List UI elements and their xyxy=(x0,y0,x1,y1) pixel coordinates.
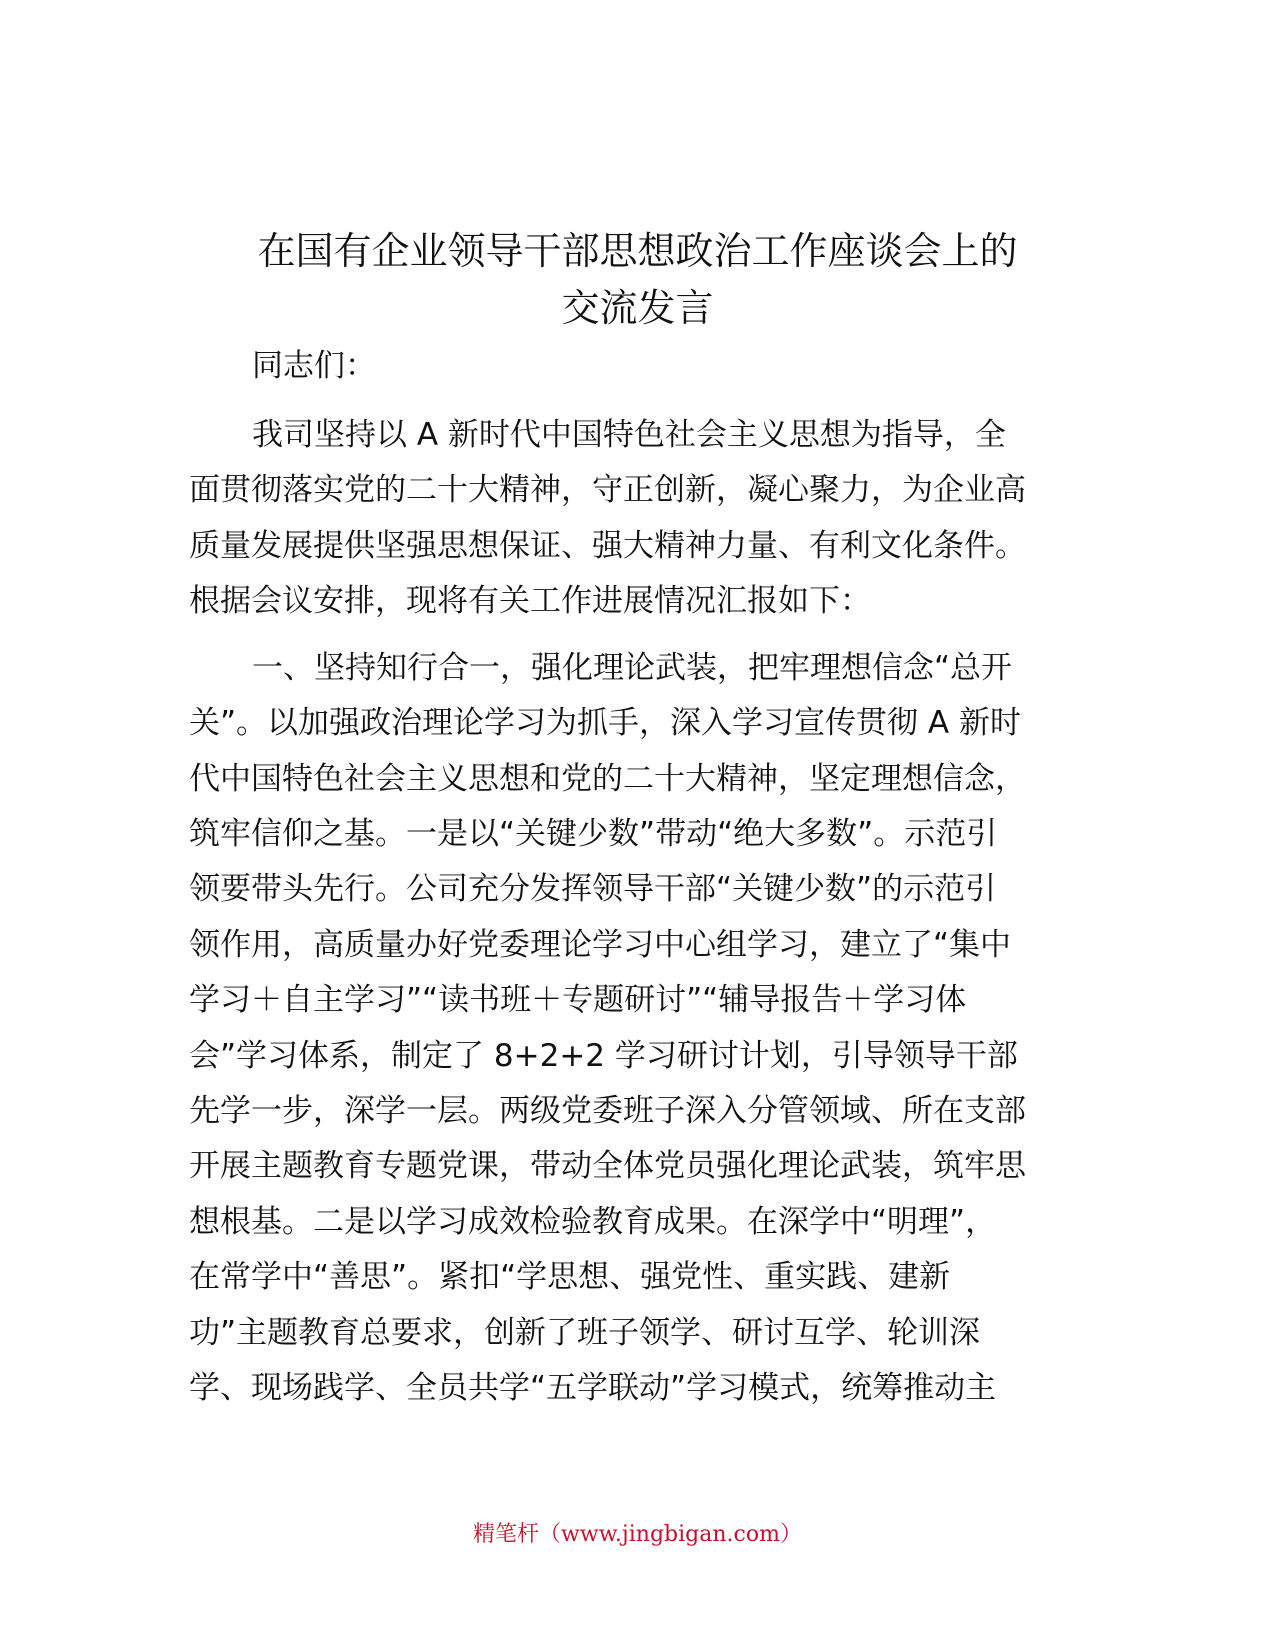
body-line: 在常学中“善思”。紧扣“学思想、强党性、重实践、建新 xyxy=(189,1259,951,1295)
body-line: 开展主题教育专题党课，带动全体党员强化理论武装，筑牢思 xyxy=(189,1148,1026,1184)
footer-watermark-link[interactable]: 精笔杆（www.jingbigan.com） xyxy=(473,1522,802,1547)
body-line: 代中国特色社会主义思想和党的二十大精神，坚定理想信念， xyxy=(189,761,1026,797)
body-line: 根据会议安排，现将有关工作进展情况汇报如下： xyxy=(189,583,871,619)
body-line: 筑牢信仰之基。一是以“关键少数”带动“绝大多数”。示范引 xyxy=(189,816,998,852)
body-line: 学、现场践学、全员共学“五学联动”学习模式，统筹推动主 xyxy=(189,1370,997,1406)
body-line: 功”主题教育总要求，创新了班子领学、研讨互学、轮训深 xyxy=(189,1315,981,1351)
body-line: 会”学习体系，制定了 8+2+2 学习研讨计划，引导领导干部 xyxy=(189,1038,1018,1074)
body-line: 先学一步，深学一层。两级党委班子深入分管领域、所在支部 xyxy=(189,1093,1026,1129)
body-line: 质量发展提供坚强思想保证、强大精神力量、有利文化条件。 xyxy=(189,528,1026,564)
body-line: 领作用，高质量办好党委理论学习中心组学习，建立了“集中 xyxy=(189,927,1012,963)
body-line: 我司坚持以 A 新时代中国特色社会主义思想为指导，全 xyxy=(252,417,1006,453)
document-title-line-1: 在国有企业领导干部思想政治工作座谈会上的 xyxy=(257,229,1018,273)
section-heading-line: 一、坚持知行合一，强化理论武装，把牢理想信念“总开 xyxy=(252,650,1013,686)
body-line: 领要带头先行。公司充分发挥领导干部“关键少数”的示范引 xyxy=(189,871,997,907)
salutation: 同志们： xyxy=(252,348,376,384)
body-line: 想根基。二是以学习成效检验教育成果。在深学中“明理”， xyxy=(189,1204,997,1240)
body-line: 学习＋自主学习”“读书班＋专题研讨”“辅导报告＋学习体 xyxy=(189,982,967,1018)
document-title-line-2: 交流发言 xyxy=(561,286,714,330)
body-line: 关”。以加强政治理论学习为抓手，深入学习宣传贯彻 A 新时 xyxy=(189,705,1021,741)
body-line: 面贯彻落实党的二十大精神，守正创新，凝心聚力，为企业高 xyxy=(189,472,1026,508)
